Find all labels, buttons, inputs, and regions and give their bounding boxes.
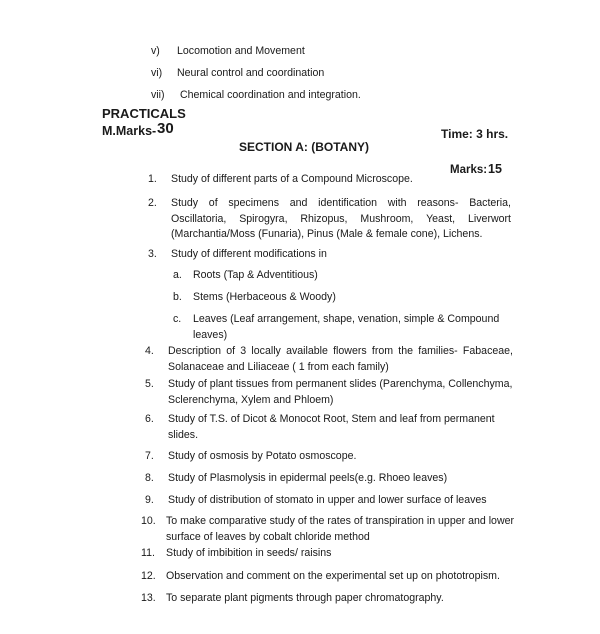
item-number: 10. [141,515,156,527]
subitem: Stems (Herbaceous & Woody) [193,291,336,303]
list-item: Study of Plasmolysis in epidermal peels(e.g. Rhoeo leaves) [168,472,448,484]
list-item: Study of different modifications in [171,248,327,260]
list-item: Study of specimens and identification with reasons- Bacteria, Oscillatoria, Spirogyra, Rhizopus, Mushroom, Yeast, Liverwort (Marchantia/Moss (Funaria), Pinus (Male & female cone), Lichens. [171,197,511,240]
list-marker: v) [151,45,160,57]
max-marks-value: 30 [157,120,174,137]
item-number: 7. [145,450,154,462]
marks-value: 15 [488,162,502,176]
list-item: Study of plant tissues from permanent slides (Parenchyma, Collenchyma, Sclerenchyma, Xylem and Phloem) [168,378,513,406]
list-item: Study of T.S. of Dicot & Monocot Root, Stem and leaf from permanent slides. [168,413,495,441]
subitem-marker: a. [173,269,182,281]
practicals-heading: PRACTICALS [102,106,186,121]
item-number: 3. [148,248,157,260]
item-number: 11. [141,547,155,559]
list-item: Study of imbibition in seeds/ raisins [166,547,332,559]
item-number: 9. [145,494,154,506]
item-number: 1. [148,173,157,185]
list-item: To separate plant pigments through paper chromatography. [166,592,444,604]
list-marker: vii) [151,89,165,101]
list-item: Chemical coordination and integration. [180,89,361,101]
list-item: Locomotion and Movement [177,45,305,57]
list-item: Study of osmosis by Potato osmoscope. [168,450,357,462]
item-number: 2. [148,197,157,209]
item-number: 4. [145,345,154,357]
item-number: 13. [141,592,156,604]
list-marker: vi) [151,67,163,79]
list-item: Observation and comment on the experimental set up on phototropism. [166,570,500,582]
list-item: To make comparative study of the rates of transpiration in upper and lower surface of leaves by cobalt chloride method [166,515,515,543]
item-number: 8. [145,472,154,484]
subitem-marker: c. [173,313,182,325]
item-number: 5. [145,378,154,390]
section-title: SECTION A: (BOTANY) [239,140,369,154]
max-marks-label: M.Marks- [102,124,157,138]
time-label: Time: 3 hrs. [441,127,509,141]
marks-label: Marks: [450,164,488,176]
subitem-marker: b. [173,291,182,303]
list-item: Neural control and coordination [177,67,325,79]
list-item: Description of 3 locally available flowers from the families- Fabaceae, Solanaceae and Liliaceae ( 1 from each family) [168,345,513,373]
list-item: Study of different parts of a Compound Microscope. [171,173,413,185]
subitem: Leaves (Leaf arrangement, shape, venation, simple & Compound leaves) [193,313,500,341]
subitem: Roots (Tap & Adventitious) [193,269,318,281]
list-item: Study of distribution of stomato in upper and lower surface of leaves [168,494,487,506]
item-number: 12. [141,570,156,582]
item-number: 6. [145,413,154,425]
